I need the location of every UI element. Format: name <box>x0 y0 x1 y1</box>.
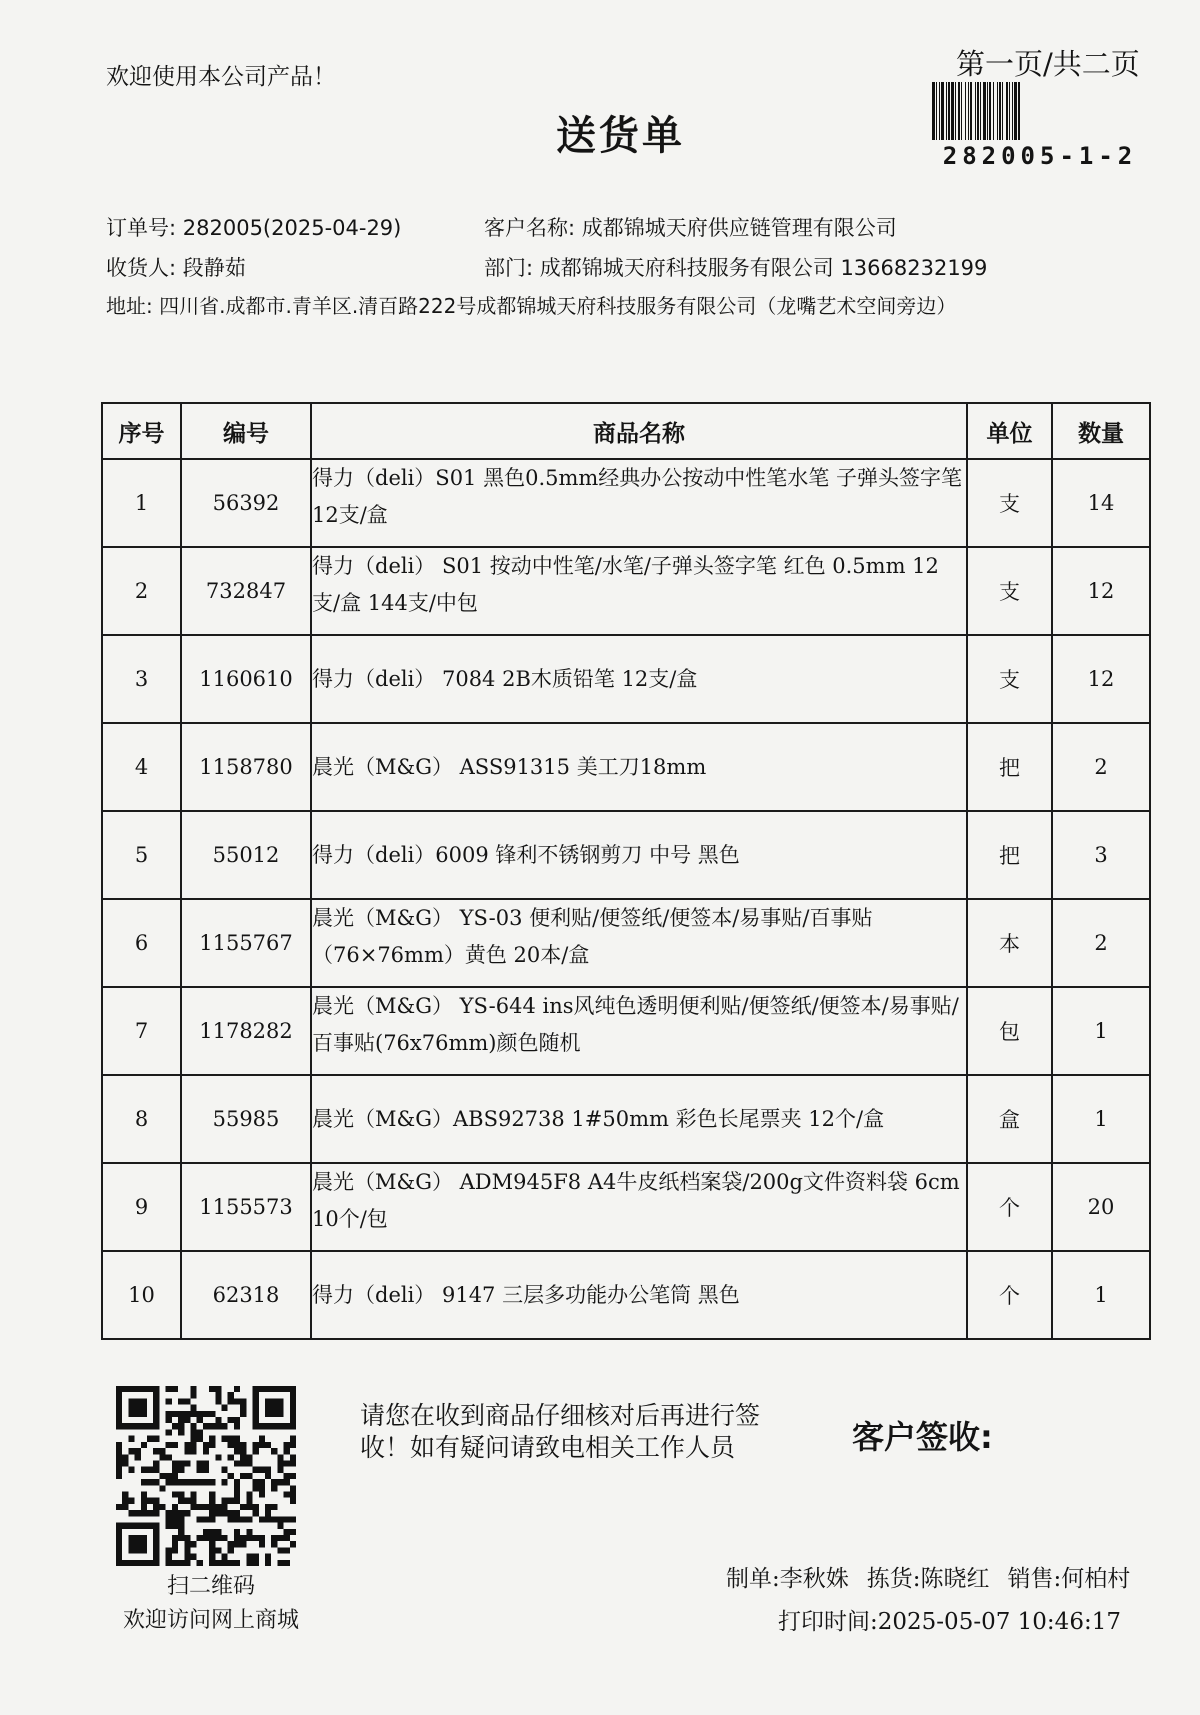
cell-name: 晨光（M&G） ASS91315 美工刀18mm <box>311 723 967 811</box>
qr-caption-mall: 欢迎访问网上商城 <box>122 1608 299 1633</box>
table-row <box>102 459 1150 547</box>
cell-seq: 6 <box>102 899 181 987</box>
cell-code: 56392 <box>181 459 311 547</box>
barcode-number: 282005-1-2 <box>942 142 1138 170</box>
cell-seq: 8 <box>102 1075 181 1163</box>
barcode <box>932 82 1148 140</box>
table-row <box>102 723 1150 811</box>
receiver-label: 收货人: <box>106 256 177 280</box>
maker-label: 制单: <box>726 1566 780 1592</box>
cell-seq: 7 <box>102 987 181 1075</box>
department-label: 部门: <box>484 256 534 280</box>
column-header: 商品名称 <box>311 403 967 459</box>
goods-table <box>101 402 1151 1340</box>
cell-qty: 2 <box>1052 723 1150 811</box>
maker-value: 李秋姝 <box>779 1566 849 1592</box>
address-value: 四川省.成都市.青羊区.清百路222号成都锦城天府科技服务有限公司（龙嘴艺术空间旁边） <box>159 294 957 318</box>
order-number <box>106 212 401 242</box>
table-row <box>102 547 1150 635</box>
picker-label: 拣货: <box>866 1566 921 1592</box>
print-time <box>778 1603 1121 1636</box>
table-row <box>102 1251 1150 1339</box>
cell-unit: 支 <box>967 635 1052 723</box>
cell-name: 晨光（M&G） ADM945F8 A4牛皮纸档案袋/200g文件资料袋 6cm 10个/包 <box>311 1163 967 1251</box>
customer-name <box>484 212 897 242</box>
cell-name: 得力（deli） 9147 三层多功能办公笔筒 黑色 <box>311 1251 967 1339</box>
cell-name: 得力（deli） 7084 2B木质铅笔 12支/盒 <box>311 635 967 723</box>
cell-qty: 12 <box>1052 635 1150 723</box>
order-number-value: 282005(2025-04-29) <box>182 216 402 240</box>
check-notice: 请您在收到商品仔细核对后再进行签收！如有疑问请致电相关工作人员 <box>360 1401 761 1462</box>
print-time-value: 2025-05-07 10:46:17 <box>877 1609 1121 1635</box>
qr-caption-scan: 扫二维码 <box>166 1574 255 1599</box>
cell-name: 晨光（M&G）ABS92738 1#50mm 彩色长尾票夹 12个/盒 <box>311 1075 967 1163</box>
cell-qty: 1 <box>1052 1251 1150 1339</box>
table-row <box>102 1163 1150 1251</box>
cell-unit: 本 <box>967 899 1052 987</box>
cell-seq: 2 <box>102 547 181 635</box>
cell-name: 晨光（M&G） YS-03 便利贴/便签纸/便签本/易事贴/百事贴（76×76mm）黄色 20本/盒 <box>311 899 967 987</box>
cell-qty: 14 <box>1052 459 1150 547</box>
cell-code: 1155573 <box>181 1163 311 1251</box>
customer-name-value: 成都锦城天府供应链管理有限公司 <box>581 216 897 240</box>
cell-seq: 1 <box>102 459 181 547</box>
cell-code: 1155767 <box>181 899 311 987</box>
picker-value: 陈晓红 <box>920 1566 990 1592</box>
table-row <box>102 1075 1150 1163</box>
cell-qty: 20 <box>1052 1163 1150 1251</box>
table-row <box>102 987 1150 1075</box>
department <box>484 252 987 282</box>
cell-unit: 包 <box>967 987 1052 1075</box>
cell-qty: 2 <box>1052 899 1150 987</box>
sales-value: 何柏村 <box>1061 1566 1131 1592</box>
cell-seq: 3 <box>102 635 181 723</box>
cell-qty: 1 <box>1052 987 1150 1075</box>
cell-unit: 支 <box>967 459 1052 547</box>
cell-unit: 个 <box>967 1251 1052 1339</box>
qr-code <box>116 1386 296 1566</box>
order-number-label: 订单号: <box>106 216 177 240</box>
cell-seq: 10 <box>102 1251 181 1339</box>
cell-code: 1160610 <box>181 635 311 723</box>
table-row <box>102 811 1150 899</box>
cell-unit: 盒 <box>967 1075 1052 1163</box>
cell-unit: 个 <box>967 1163 1052 1251</box>
cell-name: 得力（deli）S01 黑色0.5mm经典办公按动中性笔水笔 子弹头签字笔 12支/盒 <box>311 459 967 547</box>
column-header: 序号 <box>102 403 181 459</box>
column-header: 单位 <box>967 403 1052 459</box>
sales-label: 销售: <box>1007 1566 1062 1592</box>
customer-signature-label: 客户签收: <box>852 1418 993 1456</box>
cell-code: 55012 <box>181 811 311 899</box>
cell-qty: 1 <box>1052 1075 1150 1163</box>
cell-code: 1158780 <box>181 723 311 811</box>
department-value: 成都锦城天府科技服务有限公司 13668232199 <box>539 256 988 280</box>
document-title: 送货单 <box>556 113 685 159</box>
table-row <box>102 635 1150 723</box>
receiver-value: 段静茹 <box>182 256 246 280</box>
cell-qty: 12 <box>1052 547 1150 635</box>
cell-unit: 把 <box>967 811 1052 899</box>
address <box>106 290 956 319</box>
cell-name: 晨光（M&G） YS-644 ins风纯色透明便利贴/便签纸/便签本/易事贴/百事贴(76x76mm)颜色随机 <box>311 987 967 1075</box>
cell-name: 得力（deli）6009 锋利不锈钢剪刀 中号 黑色 <box>311 811 967 899</box>
staff-line <box>726 1560 1130 1593</box>
cell-code: 732847 <box>181 547 311 635</box>
page-indicator: 第一页/共二页 <box>956 47 1140 81</box>
column-header: 数量 <box>1052 403 1150 459</box>
cell-seq: 5 <box>102 811 181 899</box>
address-label: 地址: <box>106 294 153 318</box>
table-header-row <box>102 403 1150 459</box>
cell-seq: 4 <box>102 723 181 811</box>
cell-seq: 9 <box>102 1163 181 1251</box>
cell-qty: 3 <box>1052 811 1150 899</box>
cell-unit: 支 <box>967 547 1052 635</box>
receiver <box>106 252 246 282</box>
print-time-label: 打印时间: <box>778 1609 878 1635</box>
cell-unit: 把 <box>967 723 1052 811</box>
cell-code: 55985 <box>181 1075 311 1163</box>
cell-code: 62318 <box>181 1251 311 1339</box>
customer-name-label: 客户名称: <box>484 216 576 240</box>
column-header: 编号 <box>181 403 311 459</box>
cell-code: 1178282 <box>181 987 311 1075</box>
welcome-text: 欢迎使用本公司产品！ <box>106 64 336 90</box>
table-row <box>102 899 1150 987</box>
cell-name: 得力（deli） S01 按动中性笔/水笔/子弹头签字笔 红色 0.5mm 12支/盒 144支/中包 <box>311 547 967 635</box>
qr-caption <box>106 1570 316 1638</box>
